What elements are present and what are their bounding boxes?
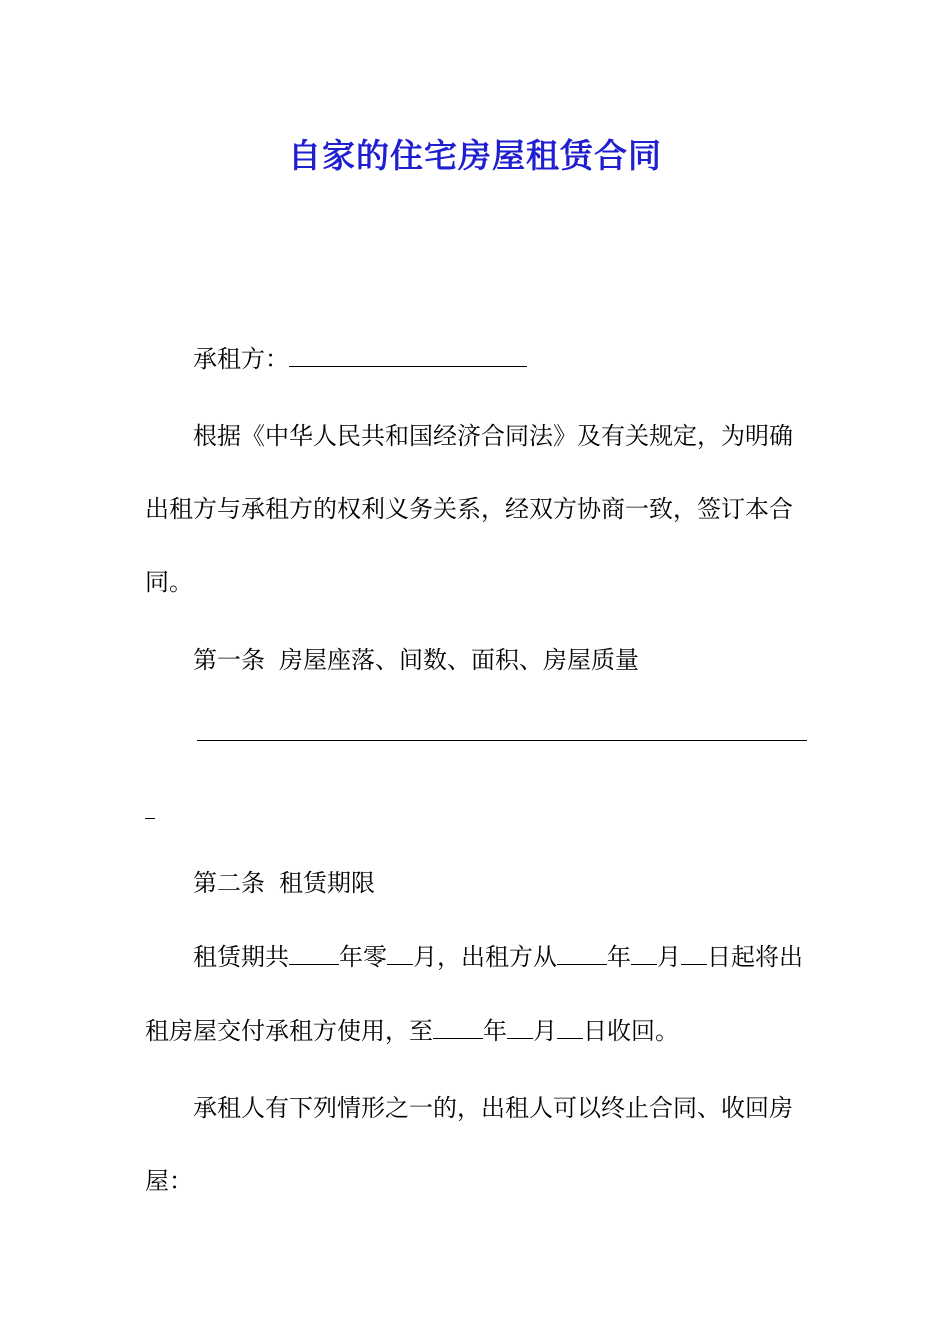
lease-year-label: 年零 [339,943,387,971]
end-month-blank[interactable] [507,1016,533,1039]
article-1-title: 房屋座落、间数、面积、房屋质量 [279,646,639,674]
lease-months-blank[interactable] [387,942,413,965]
article-2-number: 第二条 [193,869,265,897]
article-2-heading [193,868,375,898]
end-year-blank[interactable] [433,1016,483,1039]
end-year-label: 年 [483,1017,507,1045]
lease-term-line-2-prefix: 租房屋交付承租方使用，至 [145,1017,433,1045]
start-day-blank[interactable] [681,942,707,965]
end-day-blank[interactable] [557,1016,583,1039]
article-1-fill-line[interactable] [197,740,807,741]
article-1-heading [193,645,639,675]
start-month-blank[interactable] [631,942,657,965]
lease-years-blank[interactable] [289,942,339,965]
lease-term-line-1 [193,942,803,972]
start-year-label: 年 [607,943,631,971]
lessee-blank[interactable] [289,344,527,367]
lessee-label: 承租方： [193,345,289,373]
end-day-label: 日收回。 [583,1017,679,1045]
lease-term-line-2 [145,1016,679,1046]
end-month-label: 月 [533,1017,557,1045]
article-1-fill-line-continuation[interactable] [145,818,155,819]
start-day-label: 日起将出 [707,943,803,971]
lease-term-prefix: 租赁期共 [193,943,289,971]
start-month-label: 月 [657,943,681,971]
preamble-line-3: 同。 [145,568,193,596]
article-1-number: 第一条 [193,646,265,674]
termination-line-2: 屋： [145,1167,193,1195]
article-2-title: 租赁期限 [279,869,375,897]
termination-line-1: 承租人有下列情形之一的，出租人可以终止合同、收回房 [193,1094,793,1122]
preamble-line-2: 出租方与承租方的权利义务关系，经双方协商一致，签订本合 [145,495,793,523]
start-year-blank[interactable] [557,942,607,965]
lease-month-label: 月，出租方从 [413,943,557,971]
document-title: 自家的住宅房屋租赁合同 [288,136,662,175]
lessee-line [193,344,527,374]
preamble-line-1: 根据《中华人民共和国经济合同法》及有关规定，为明确 [193,422,793,450]
